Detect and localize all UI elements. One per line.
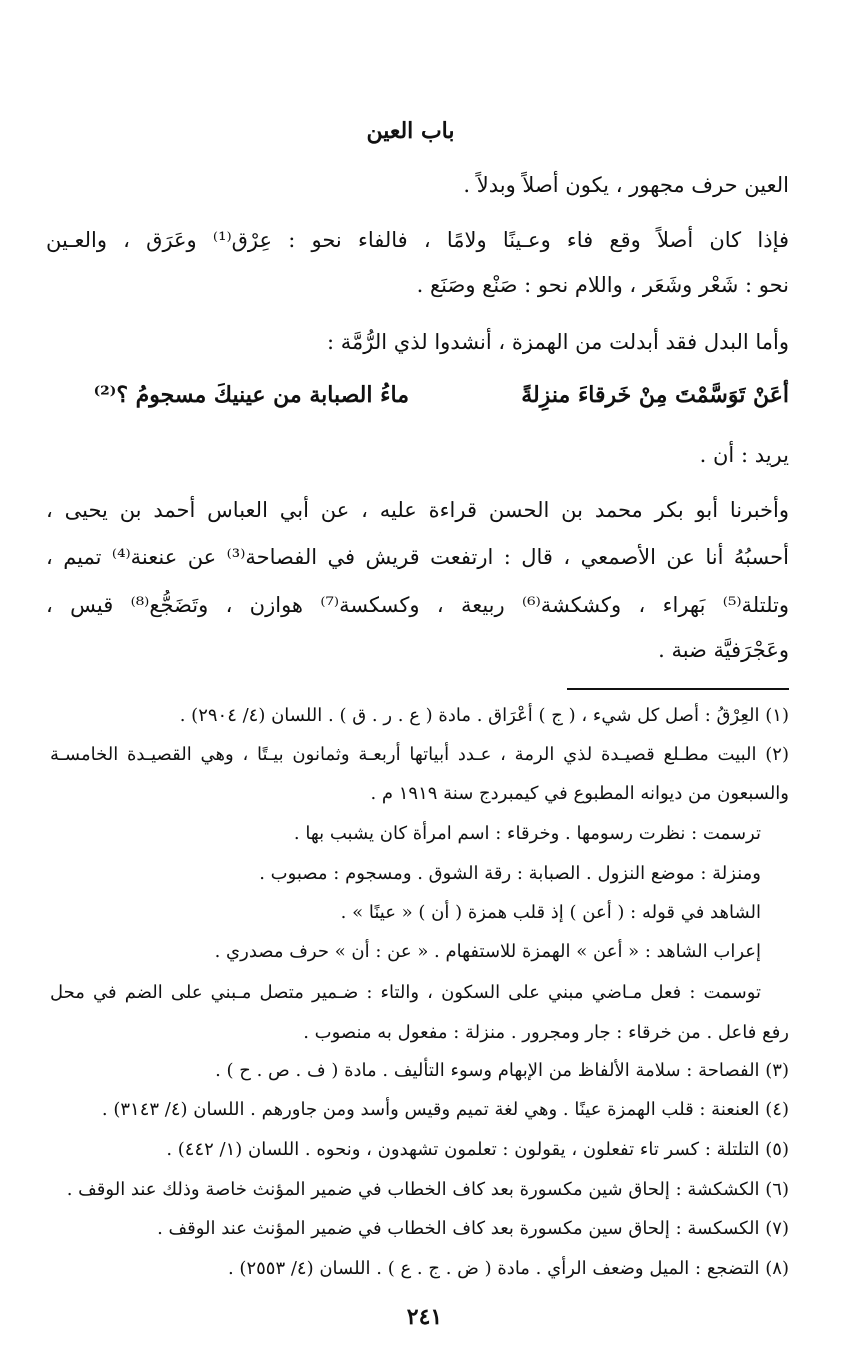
footnote-7: (٧) الكسكسة : إلحاق سين مكسورة بعد كاف الخطاب في ضمير المؤنث عند الوقف . <box>157 1218 789 1239</box>
verse-first-hemistich: أعَنْ تَوَسَّمْتَ مِنْ خَرقاءَ منزِلةً <box>521 382 789 408</box>
footnote-2-cont: والسبعون من ديوانه المطبوع في كيمبردج سنة ١٩١٩ م . <box>370 783 789 804</box>
footnote-2-gloss-1: ترسمت : نظرت رسومها . وخرقاء : اسم امرأة كان يشبب بها . <box>293 823 761 844</box>
footnote-6: (٦) الكشكشة : إلحاق شين مكسورة بعد كاف الخطاب في ضمير المؤنث خاصة وذلك عند الوقف . <box>66 1179 789 1200</box>
footnote-8: (٨) التضجع : الميل وضعف الرأي . مادة ( ض . ج . ع ) . اللسان (٤/ ٢٥٥٣) . <box>227 1258 789 1279</box>
footnote-separator <box>567 688 789 690</box>
body-line-4: وأما البدل فقد أبدلت من الهمزة ، أنشدوا لذي الرُّمَّة : <box>327 330 789 354</box>
chapter-title: باب العين <box>366 118 455 144</box>
footnote-2-evidence: الشاهد في قوله : ( أعن ) إذ قلب همزة ( أن ) « عينًا » . <box>340 902 761 923</box>
body-line-1: العين حرف مجهور ، يكون أصلاً وبدلاً . <box>463 173 789 197</box>
footnote-2-parsing-1: إعراب الشاهد : « أعن » الهمزة للاستفهام . « عن : أن » حرف مصدري . <box>214 941 761 962</box>
body-line-3: نحو : شَعْر وشَعَر ، واللام نحو : صَنْع وصَنَع . <box>416 273 789 297</box>
verse-second-hemistich: ماءُ الصبابة من عينيكَ مسجومُ ؟⁽²⁾ <box>93 382 409 408</box>
body-line-6: وأخبرنا أبو بكر محمد بن الحسن قراءة عليه ، عن أبي العباس أحمد بن يحيى ، <box>46 498 789 522</box>
footnote-4: (٤) العنعنة : قلب الهمزة عينًا . وهي لغة تميم وقيس وأسد ومن جاورهم . اللسان (٤/ ٣١٤٣) . <box>101 1099 789 1120</box>
footnote-1: (١) العِرْقُ : أصل كل شيء ، ( ج ) أعْرَاق . مادة ( ع . ر . ق ) . اللسان (٤/ ٢٩٠٤) . <box>179 705 789 726</box>
footnote-5: (٥) التلتلة : كسر تاء تفعلون ، يقولون : تعلمون تشهدون ، ونحوه . اللسان (١/ ٤٤٢) . <box>166 1139 789 1160</box>
page-number: ٢٤١ <box>406 1304 443 1330</box>
body-line-9: وعَجْرَفيَّة ضبة . <box>658 638 789 662</box>
footnote-3: (٣) الفصاحة : سلامة الألفاظ من الإبهام وسوء التأليف . مادة ( ف . ص . ح ) . <box>215 1060 789 1081</box>
footnote-2-gloss-2: ومنزلة : موضع النزول . الصبابة : رقة الشوق . ومسجوم : مصبوب . <box>259 863 761 884</box>
footnote-2-parsing-3: رفع فاعل . من خرقاء : جار ومجرور . منزلة : مفعول به منصوب . <box>303 1022 789 1043</box>
footnote-2-parsing-2: توسمت : فعل مـاضي مبني على السكون ، والتاء : ضـمير متصل مـبني على الضم في محل <box>50 982 761 1003</box>
footnote-2: (٢) البيت مطـلع قصيـدة لذي الرمة ، عـدد أبياتها أربعـة وثمانون بيـتًا ، وهي القصيـدة الخامسـة <box>50 744 789 765</box>
body-line-7: أحسبُهُ أنا عن الأصمعي ، قال : ارتفعت قريش في الفصاحة⁽³⁾ عن عنعنة⁽⁴⁾ تميم ، <box>46 545 789 569</box>
body-line-2: فإذا كان أصلاً وقع فاء وعـينًا ولامًا ، فالفاء نحو : عِرْق⁽¹⁾ وعَرَق ، والعـين <box>46 228 789 252</box>
body-line-5: يريد : أن . <box>699 443 789 467</box>
body-line-8: وتلتلة⁽⁵⁾ بَهراء ، وكشكشة⁽⁶⁾ ربيعة ، وكسكسة⁽⁷⁾ هوازن ، وتَضَجُّع⁽⁸⁾ قيس ، <box>46 593 789 617</box>
